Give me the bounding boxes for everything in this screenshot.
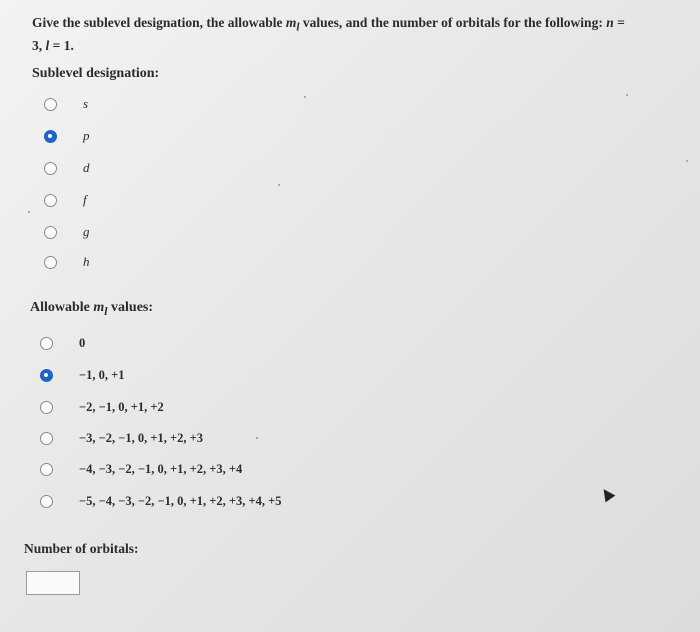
ml-heading-sub: l (104, 304, 108, 318)
ml-heading (30, 300, 153, 318)
radio-ml-2[interactable] (40, 401, 53, 414)
radio-f[interactable] (44, 194, 57, 207)
speck (28, 211, 30, 213)
radio-d[interactable] (44, 162, 57, 175)
speck (256, 437, 258, 439)
sublevel-option-f[interactable] (44, 192, 87, 208)
mouse-cursor-icon (599, 486, 616, 503)
question-n-eq: = (613, 15, 625, 30)
question-text (32, 14, 672, 55)
ml-option-4[interactable] (40, 462, 242, 477)
ml-label-5: −5, −4, −3, −2, −1, 0, +1, +2, +3, +4, +5 (79, 494, 282, 508)
ml-label-3: −3, −2, −1, 0, +1, +2, +3 (79, 431, 203, 445)
radio-p[interactable] (44, 130, 57, 143)
question-line2b: = 1. (49, 37, 74, 53)
speck (304, 96, 306, 98)
ml-heading-m: m (93, 300, 105, 315)
radio-ml-1[interactable] (40, 369, 53, 382)
question-n: n (606, 15, 614, 30)
radio-ml-0[interactable] (40, 337, 53, 350)
sublevel-option-s[interactable] (44, 96, 88, 112)
question-middle: values, and the number of orbitals for the following: (299, 15, 607, 30)
sublevel-label-d: d (83, 160, 90, 175)
speck (626, 94, 628, 96)
question-line2a: 3, (32, 37, 46, 53)
ml-option-3[interactable] (40, 431, 203, 446)
sublevel-heading: Sublevel designation: (32, 66, 160, 81)
question-l: l (45, 37, 50, 53)
sublevel-option-d[interactable] (44, 160, 90, 176)
orbitals-heading: Number of orbitals: (24, 541, 139, 556)
radio-g[interactable] (44, 226, 57, 239)
question-m-sub: l (296, 21, 300, 34)
sublevel-label-g: g (83, 224, 90, 239)
radio-ml-3[interactable] (40, 432, 53, 445)
radio-ml-4[interactable] (40, 463, 53, 476)
ml-option-1[interactable] (40, 368, 125, 383)
ml-heading-post: values: (107, 300, 154, 315)
ml-option-2[interactable] (40, 400, 164, 415)
radio-h[interactable] (44, 256, 57, 269)
speck (686, 160, 688, 162)
sublevel-option-p[interactable] (44, 128, 90, 144)
sublevel-option-g[interactable] (44, 224, 90, 240)
sublevel-label-h: h (83, 254, 90, 269)
ml-option-5[interactable] (40, 494, 281, 509)
sublevel-label-p: p (83, 128, 90, 143)
sublevel-label-f: f (83, 192, 87, 207)
ml-option-0[interactable] (40, 336, 85, 351)
ml-label-2: −2, −1, 0, +1, +2 (79, 400, 164, 414)
question-prefix: Give the sublevel designation, the allowable (32, 15, 286, 30)
ml-label-1: −1, 0, +1 (79, 368, 125, 382)
sublevel-option-h[interactable] (44, 254, 90, 270)
radio-s[interactable] (44, 98, 57, 111)
ml-label-4: −4, −3, −2, −1, 0, +1, +2, +3, +4 (79, 462, 243, 476)
ml-label-0: 0 (79, 336, 86, 350)
sublevel-label-s: s (83, 96, 89, 111)
radio-ml-5[interactable] (40, 495, 53, 508)
orbitals-input[interactable] (26, 571, 80, 595)
ml-heading-pre: Allowable (30, 300, 94, 315)
speck (278, 184, 280, 186)
question-m: m (285, 15, 297, 30)
